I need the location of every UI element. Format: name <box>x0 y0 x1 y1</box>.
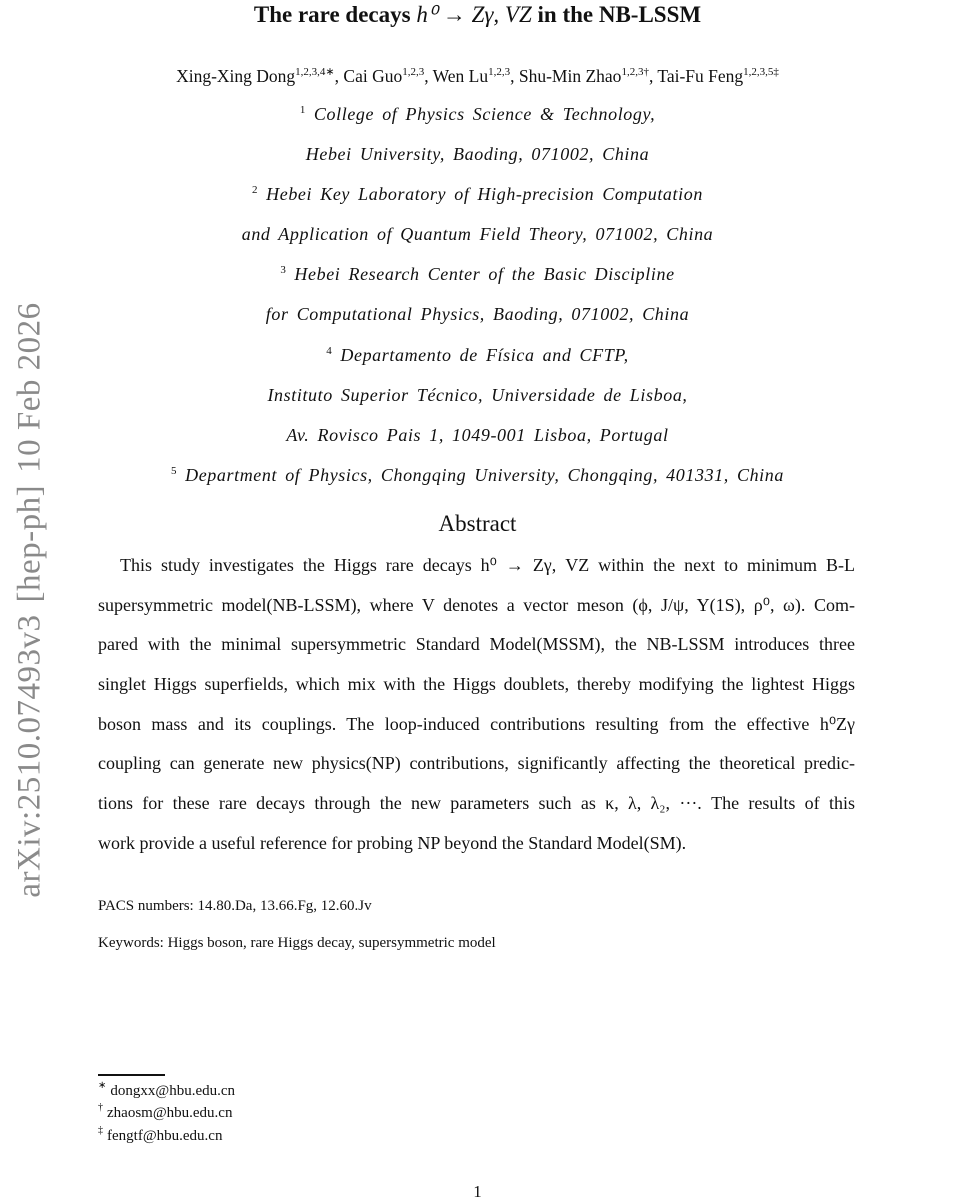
abstract-line: pared with the minimal supersymmetric Standard Model(MSSM), the NB-LSSM introduces three <box>98 634 855 654</box>
affiliation-1-line2: Hebei University, Baoding, 071002, China <box>305 144 650 164</box>
footnote-rule <box>98 1074 165 1076</box>
title-math: h⁰ → Zγ, VZ <box>416 2 532 27</box>
abstract-line: tions for these rare decays through the new parameters such as κ, λ, λ₂, ···. The results of this <box>98 793 855 813</box>
author: Shu-Min Zhao$^{1,2,3\dagger}$, <box>518 66 658 86</box>
arxiv-category: [hep-ph] <box>11 484 48 603</box>
affiliation-4-line3: Av. Rovisco Pais 1, 1049-001 Lisboa, Portugal <box>286 425 669 445</box>
affiliation-3-line2: for Computational Physics, Baoding, 071002, China <box>265 304 690 324</box>
footnote: ‡ fengtf@hbu.edu.cn <box>98 1125 223 1144</box>
affiliation-4-line2: Instituto Superior Técnico, Universidade de Lisboa, <box>267 385 688 405</box>
title-text: The rare decays <box>253 2 417 27</box>
arxiv-date: 10 Feb 2026 <box>11 302 48 473</box>
title-text-end: in the NB-LSSM <box>531 2 702 27</box>
email-link[interactable]: dongxx@hbu.edu.cn <box>110 1083 236 1099</box>
author: Wen Lu$^{1,2,3}$, <box>432 66 519 86</box>
footnote: ∗ dongxx@hbu.edu.cn <box>98 1080 236 1099</box>
affiliation-2-line2: and Application of Quantum Field Theory, 071002, China <box>241 224 714 244</box>
pacs-numbers: PACS numbers: 14.80.Da, 13.66.Fg, 12.60.Jv <box>98 898 372 914</box>
affiliation-1: $^1$ College of Physics Science & Technology, <box>299 104 656 124</box>
affiliation-5: $^5$ Department of Physics, Chongqing University, Chongqing, 401331, China <box>171 465 784 485</box>
email-link[interactable]: zhaosm@hbu.edu.cn <box>107 1105 233 1121</box>
author: Xing-Xing Dong$^{1,2,3,4∗}$, <box>176 66 344 86</box>
arxiv-id: arXiv:2510.07493v3 <box>11 614 48 898</box>
affiliation-3: $^3$ Hebei Research Center of the Basic Discipline <box>280 264 675 284</box>
affiliation-2: $^2$ Hebei Key Laboratory of High-precision Computation <box>252 184 703 204</box>
author: Tai-Fu Feng$^{1,2,3,5\ddagger}$ <box>657 66 779 86</box>
abstract-line: boson mass and its couplings. The loop-induced contributions resulting from the effective h⁰Zγ <box>98 714 855 734</box>
abstract-line: coupling can generate new physics(NP) contributions, significantly affecting the theoretical predic- <box>98 753 855 773</box>
keywords: Keywords: Higgs boson, rare Higgs decay, supersymmetric model <box>98 935 496 951</box>
paper-title <box>0 2 955 28</box>
affiliation-4: $^4$ Departamento de Física and CFTP, <box>326 345 629 365</box>
footnote: † zhaosm@hbu.edu.cn <box>98 1102 233 1121</box>
abstract-line: singlet Higgs superfields, which mix with the Higgs doublets, thereby modifying the lightest Higgs <box>98 674 855 694</box>
author: Cai Guo$^{1,2,3}$, <box>343 66 433 86</box>
author-list <box>0 66 955 87</box>
abstract-line: work provide a useful reference for probing NP beyond the Standard Model(SM). <box>98 833 687 853</box>
page-number: 1 <box>473 1182 482 1201</box>
email-link[interactable]: fengtf@hbu.edu.cn <box>107 1128 223 1144</box>
abstract-heading: Abstract <box>438 511 517 536</box>
abstract-line: This study investigates the Higgs rare decays h⁰ → Zγ, VZ within the next to minimum B-L <box>120 555 855 575</box>
abstract-line: supersymmetric model(NB-LSSM), where V denotes a vector meson (ϕ, J/ψ, Υ(1S), ρ⁰, ω). Com- <box>98 595 855 615</box>
